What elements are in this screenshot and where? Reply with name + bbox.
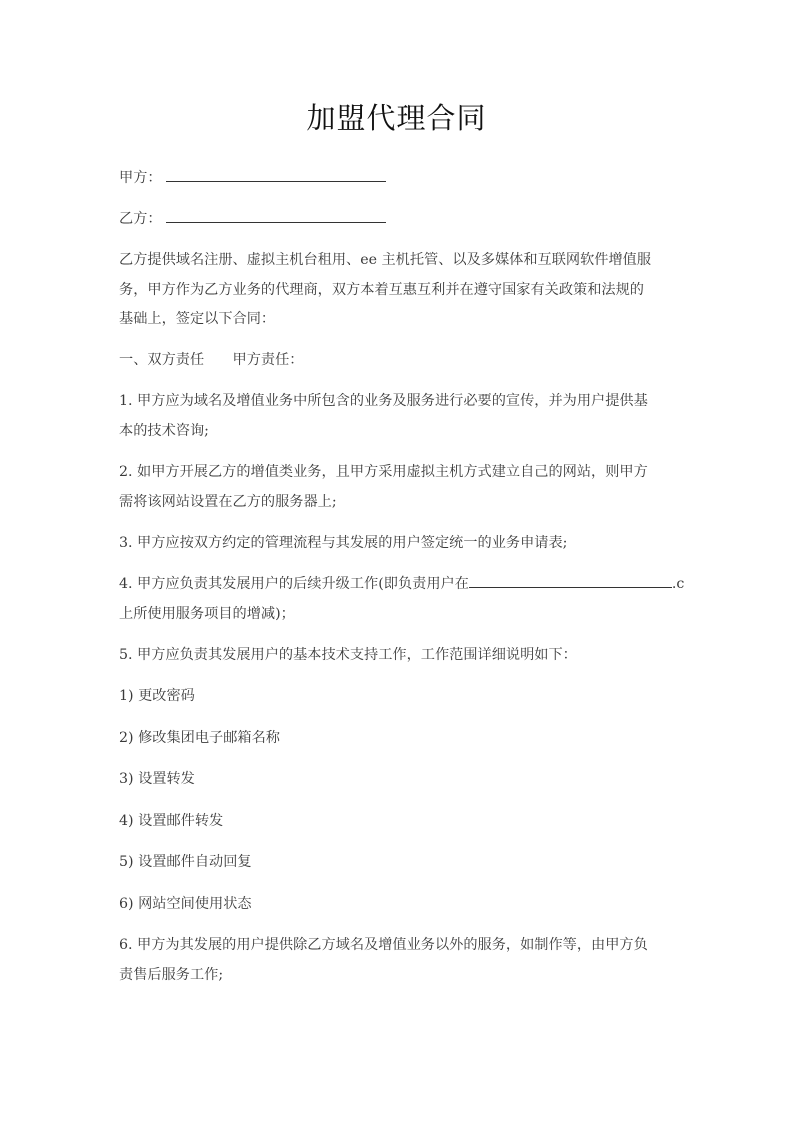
item-2-line-1: 2. 如甲方开展乙方的增值类业务，且甲方采用虚拟主机方式建立自己的网站，则甲方 bbox=[119, 464, 648, 480]
item-6-line-2: 责售后服务工作; bbox=[119, 967, 224, 983]
item-5: 5. 甲方应负责其发展用户的基本技术支持工作，工作范围详细说明如下： bbox=[119, 647, 577, 663]
subitem-6: 6) 网站空间使用状态 bbox=[119, 896, 252, 912]
item-2-line-2: 需将该网站设置在乙方的服务器上; bbox=[119, 494, 337, 510]
item-1-line-2: 本的技术咨询; bbox=[119, 423, 209, 439]
document-title: 加盟代理合同 bbox=[306, 101, 487, 135]
subitem-3: 3) 设置转发 bbox=[119, 771, 195, 787]
party-a-line bbox=[119, 168, 386, 188]
intro-line-3: 基础上，签定以下合同： bbox=[119, 311, 276, 327]
subitem-5: 5) 设置邮件自动回复 bbox=[119, 854, 252, 870]
party-a-label: 甲方： bbox=[119, 170, 162, 186]
item-4-prefix: 4. 甲方应负责其发展用户的后续升级工作(即负责用户在 bbox=[119, 576, 469, 592]
party-b-label: 乙方： bbox=[119, 211, 162, 227]
item-4-line-2: 上所使用服务项目的增减)； bbox=[119, 606, 295, 622]
subitem-1: 1) 更改密码 bbox=[119, 688, 195, 704]
item-3: 3. 甲方应按双方约定的管理流程与其发展的用户签定统一的业务申请表; bbox=[119, 535, 568, 551]
item-4-suffix: .c bbox=[671, 576, 685, 592]
subitem-2: 2) 修改集团电子邮箱名称 bbox=[119, 730, 280, 746]
item-6-line-1: 6. 甲方为其发展的用户提供除乙方域名及增值业务以外的服务，如制作等，由甲方负 bbox=[119, 937, 648, 953]
item-1-line-1: 1. 甲方应为域名及增值业务中所包含的业务及服务进行必要的宣传，并为用户提供基 bbox=[119, 393, 648, 409]
party-a-blank[interactable] bbox=[166, 169, 386, 182]
item-4-blank[interactable] bbox=[469, 575, 672, 588]
party-b-line bbox=[119, 209, 386, 229]
party-b-blank[interactable] bbox=[166, 210, 386, 223]
item-4-line-1 bbox=[119, 574, 684, 594]
subitem-4: 4) 设置邮件转发 bbox=[119, 813, 224, 829]
intro-line-1: 乙方提供域名注册、虚拟主机台租用、ee 主机托管、以及多媒体和互联网软件增值服 bbox=[119, 252, 652, 268]
section-heading: 一、双方责任 甲方责任： bbox=[119, 352, 304, 368]
intro-line-2: 务，甲方作为乙方业务的代理商，双方本着互惠互利并在遵守国家有关政策和法规的 bbox=[119, 282, 644, 298]
